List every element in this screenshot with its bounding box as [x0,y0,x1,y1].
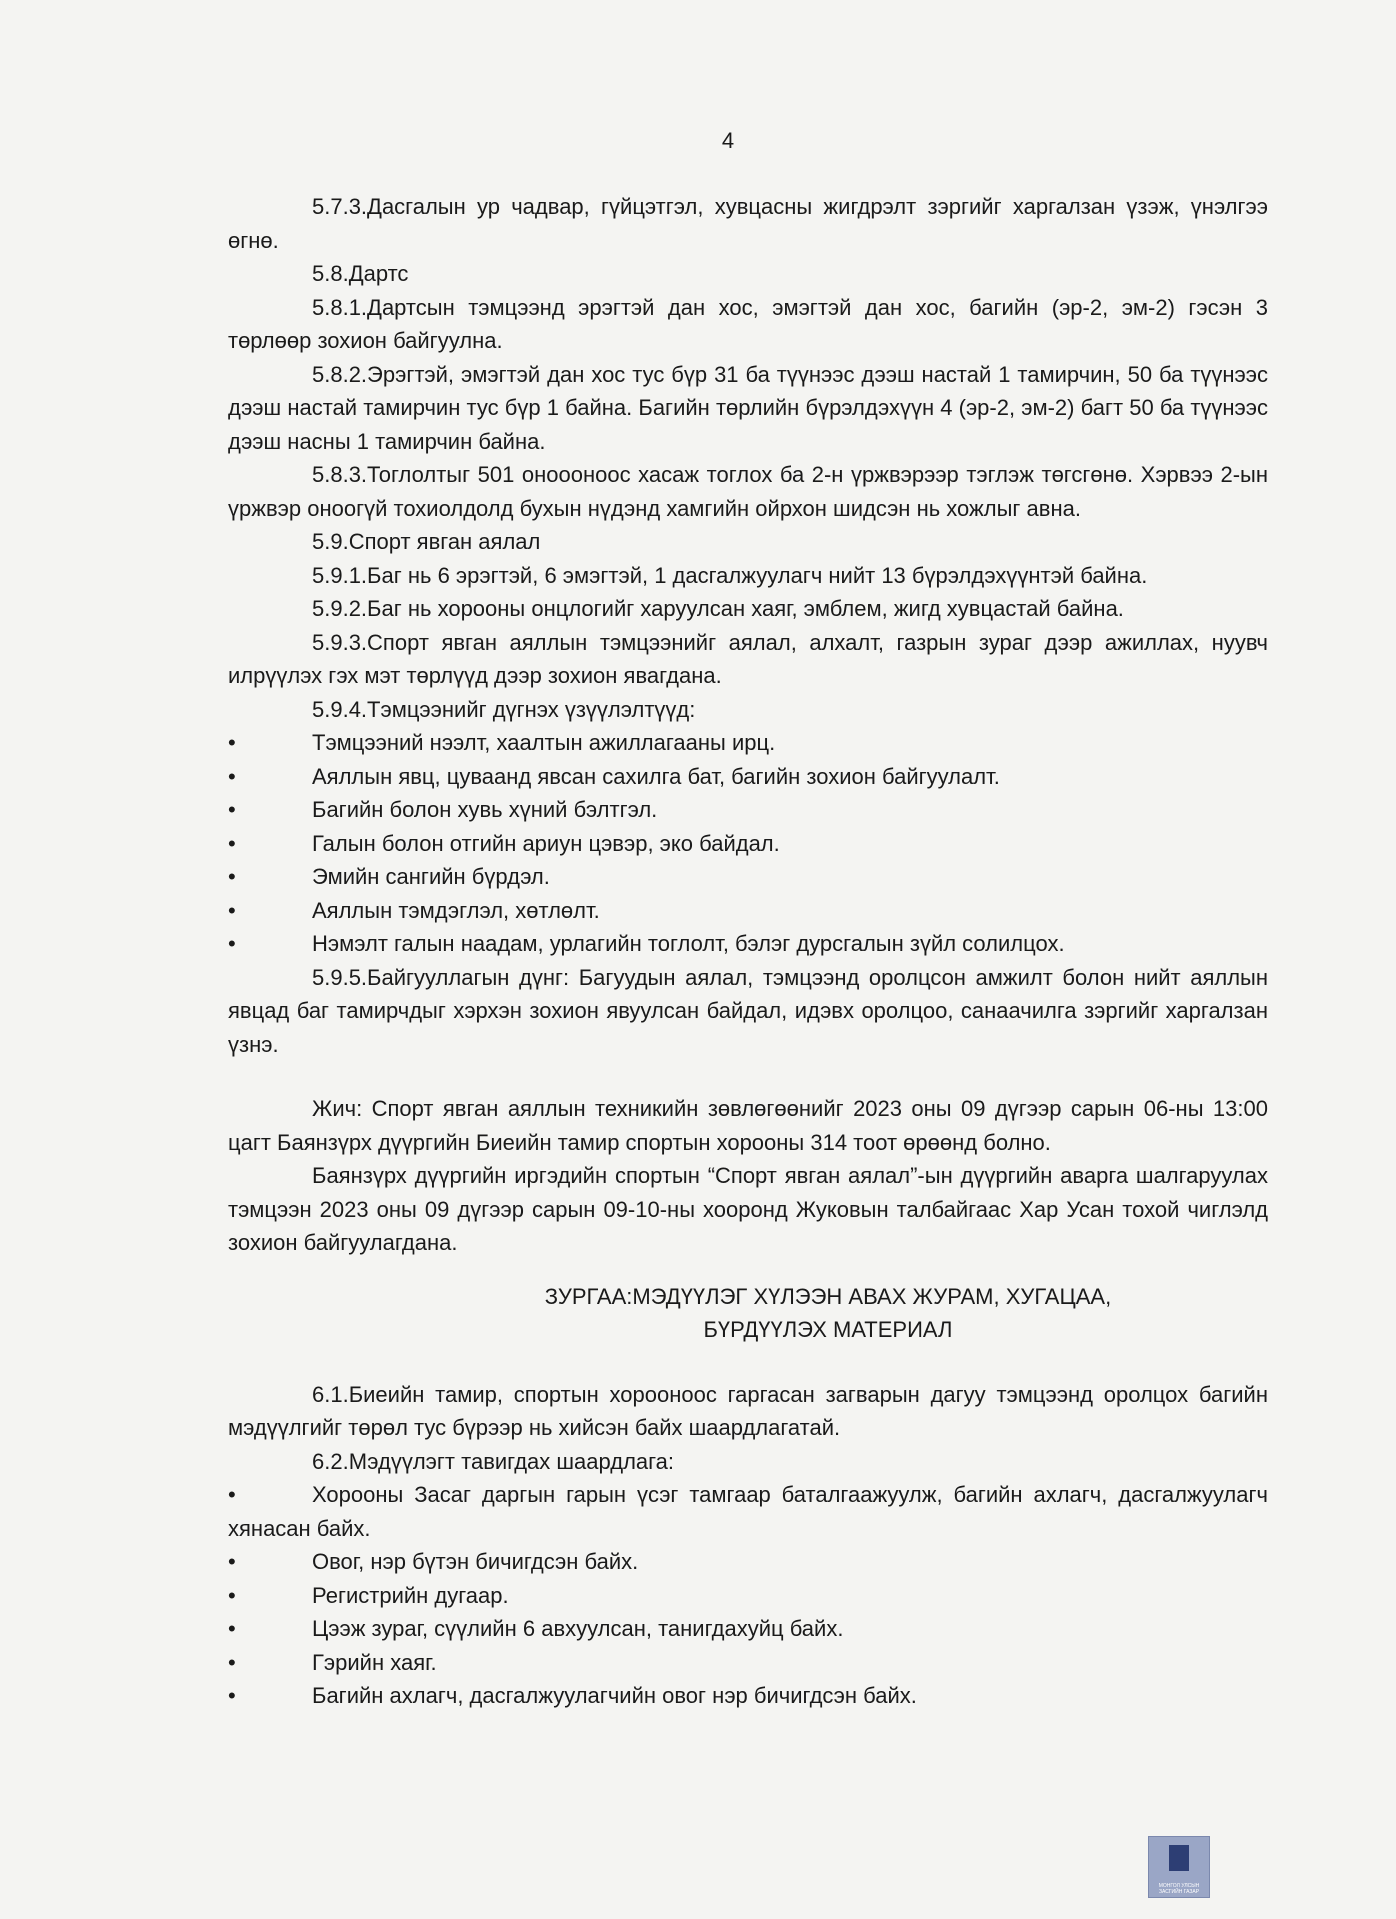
bullet-item [228,1679,1268,1713]
bullet-icon: • [228,1582,236,1608]
bullet-icon: • [228,931,236,956]
bullet-item [228,1646,1268,1680]
paragraph: 5.8.2.Эрэгтэй, эмэгтэй дан хос тус бүр 31 ба түүнээс дээш настай 1 тамирчин, 50 ба түүнээс дээш настай тамирчин тус бүр 1 байна. Багийн төрлийн бүрэлдэхүүн 4 (эр-2, эм-2) багт 50 ба түүнээс дээш насны 1 тамирчин байна. [228,361,1268,454]
bullet-item [228,1478,1268,1545]
paragraph: 5.7.3.Дасгалын ур чадвар, гүйцэтгэл, хувцасны жигдрэлт зэргийг харгалзан үзэж, үнэлгээ өгнө. [228,194,1268,253]
bullet-text: Тэмцээний нээлт, хаалтын ажиллагааны ирц. [312,730,776,755]
paragraph: Баянзүрх дүүргийн иргэдийн спортын “Спорт явган аялал”-ын дүүргийн аварга шалгаруулах тэмцээн 2023 оны 09 дүгээр сарын 09-10-ны хооронд Жуковын талбайгаас Хар Усан тохой чиглэлд зохион байгуулагдана. [228,1163,1268,1255]
bullet-icon: • [228,1683,236,1708]
paragraph: 6.2.Мэдүүлэгт тавигдах шаардлага: [312,1448,675,1474]
bullet-item [228,1545,1268,1579]
spacer [228,1347,1268,1378]
bullet-icon: • [228,1616,236,1641]
bullet-icon: • [228,1649,236,1675]
bullet-icon: • [228,1549,236,1574]
bullet-item [228,927,1268,961]
bullet-text: Аяллын явц, цуваанд явсан сахилга бат, багийн зохион байгуулалт. [312,763,1000,789]
bullet-item [228,726,1268,760]
bullet-text: Гэрийн хаяг. [312,1649,437,1675]
logo-caption: МОНГОЛ УЛСЫН ЗАСГИЙН ГАЗАР [1158,1883,1200,1895]
bullet-text: Багийн болон хувь хүний бэлтгэл. [312,797,658,822]
paragraph: 5.9.1.Баг нь 6 эрэгтэй, 6 эмэгтэй, 1 дасгалжуулагч нийт 13 бүрэлдэхүүнтэй байна. [312,562,1148,588]
bullet-text: Цээж зураг, сүүлийн 6 авхуулсан, танигдахуйц байх. [312,1616,844,1641]
paragraph: 5.9.2.Баг нь хорооны онцлогийг харуулсан хаяг, эмблем, жигд хувцастай байна. [312,596,1124,621]
section-heading: БҮРДҮҮЛЭХ МАТЕРИАЛ [703,1317,953,1342]
spacer [228,1260,1268,1280]
bullet-item [228,1612,1268,1646]
bullet-item [228,1579,1268,1613]
paragraph: 5.8.1.Дартсын тэмцээнд эрэгтэй дан хос, эмэгтэй дан хос, багийн (эр-2, эм-2) гэсэн 3 төрлөөр зохион байгуулна. [228,294,1268,353]
bullet-text: Аяллын тэмдэглэл, хөтлөлт. [312,897,600,923]
soyombo-emblem-icon [1169,1845,1189,1871]
bullet-text: Галын болон отгийн ариун цэвэр, эко байдал. [312,830,780,856]
bullet-text: Эмийн сангийн бүрдэл. [312,864,550,889]
bullet-item [228,894,1268,928]
paragraph: 5.9.5.Байгууллагын дүнг: Багуудын аялал, тэмцээнд оролцсон амжилт болон нийт аяллын явцад баг тамирчдыг хэрхэн зохион явуулсан байдал, идэвх оролцоо, санаачилга зэргийг харгалзан үзнэ. [228,964,1268,1057]
bullet-item [228,793,1268,827]
government-logo [1148,1836,1210,1898]
bullet-text: Багийн ахлагч, дасгалжуулагчийн овог нэр бичигдсэн байх. [312,1683,917,1708]
bullet-text: Хорооны Засаг даргын гарын үсэг тамгаар баталгаажуулж, багийн ахлагч, дасгалжуулагч хянасан байх. [228,1482,1268,1541]
bullet-text: Регистрийн дугаар. [312,1582,509,1608]
bullet-text: Овог, нэр бүтэн бичигдсэн байх. [312,1549,639,1574]
bullet-item [228,860,1268,894]
bullet-icon: • [228,830,236,856]
paragraph: 5.9.3.Спорт явган аяллын тэмцээнийг аялал, алхалт, газрын зураг дээр ажиллах, нуувч илрүүлэх гэх мэт төрлүүд дээр зохион явагдана. [228,629,1268,688]
spacer [228,1061,1268,1092]
bullet-icon: • [228,763,236,789]
bullet-icon: • [228,797,236,822]
paragraph: 5.9.Спорт явган аялал [312,529,541,554]
document-body [228,190,1268,1713]
paragraph: 6.1.Биеийн тамир, спортын хорооноос гаргасан загварын дагуу тэмцээнд оролцох багийн мэдүүлгийг төрөл тус бүрээр нь хийсэн байх шаардлагатай. [228,1381,1268,1440]
paragraph: 5.8.3.Тоглолтыг 501 оноооноос хасаж тоглох ба 2-н үржвэрээр тэглэж төгсгөнө. Хэрвээ 2-ын үржвэр оноогүй тохиолдолд бухын нүдэнд хамгийн ойрхон шидсэн нь хожлыг авна. [228,462,1268,521]
bullet-icon: • [228,730,236,755]
bullet-icon: • [228,1482,236,1507]
page-number: 4 [721,128,735,153]
bullet-icon: • [228,864,236,889]
paragraph: 5.8.Дартс [312,261,409,286]
bullet-icon: • [228,897,236,923]
bullet-item [228,827,1268,861]
section-heading: ЗУРГАА:МЭДҮҮЛЭГ ХҮЛЭЭН АВАХ ЖУРАМ, ХУГАЦАА, [544,1283,1112,1309]
bullet-item [228,760,1268,794]
bullet-text: Нэмэлт галын наадам, урлагийн тоглолт, бэлэг дурсгалын зүйл солилцох. [312,931,1065,956]
paragraph: Жич: Спорт явган аяллын техникийн зөвлөгөөнийг 2023 оны 09 дүгээр сарын 06-ны 13:00 цагт Баянзүрх дүүргийн Биеийн тамир спортын хорооны 314 тоот өрөөнд болно. [228,1096,1268,1155]
paragraph: 5.9.4.Тэмцээнийг дүгнэх үзүүлэлтүүд: [312,696,696,722]
